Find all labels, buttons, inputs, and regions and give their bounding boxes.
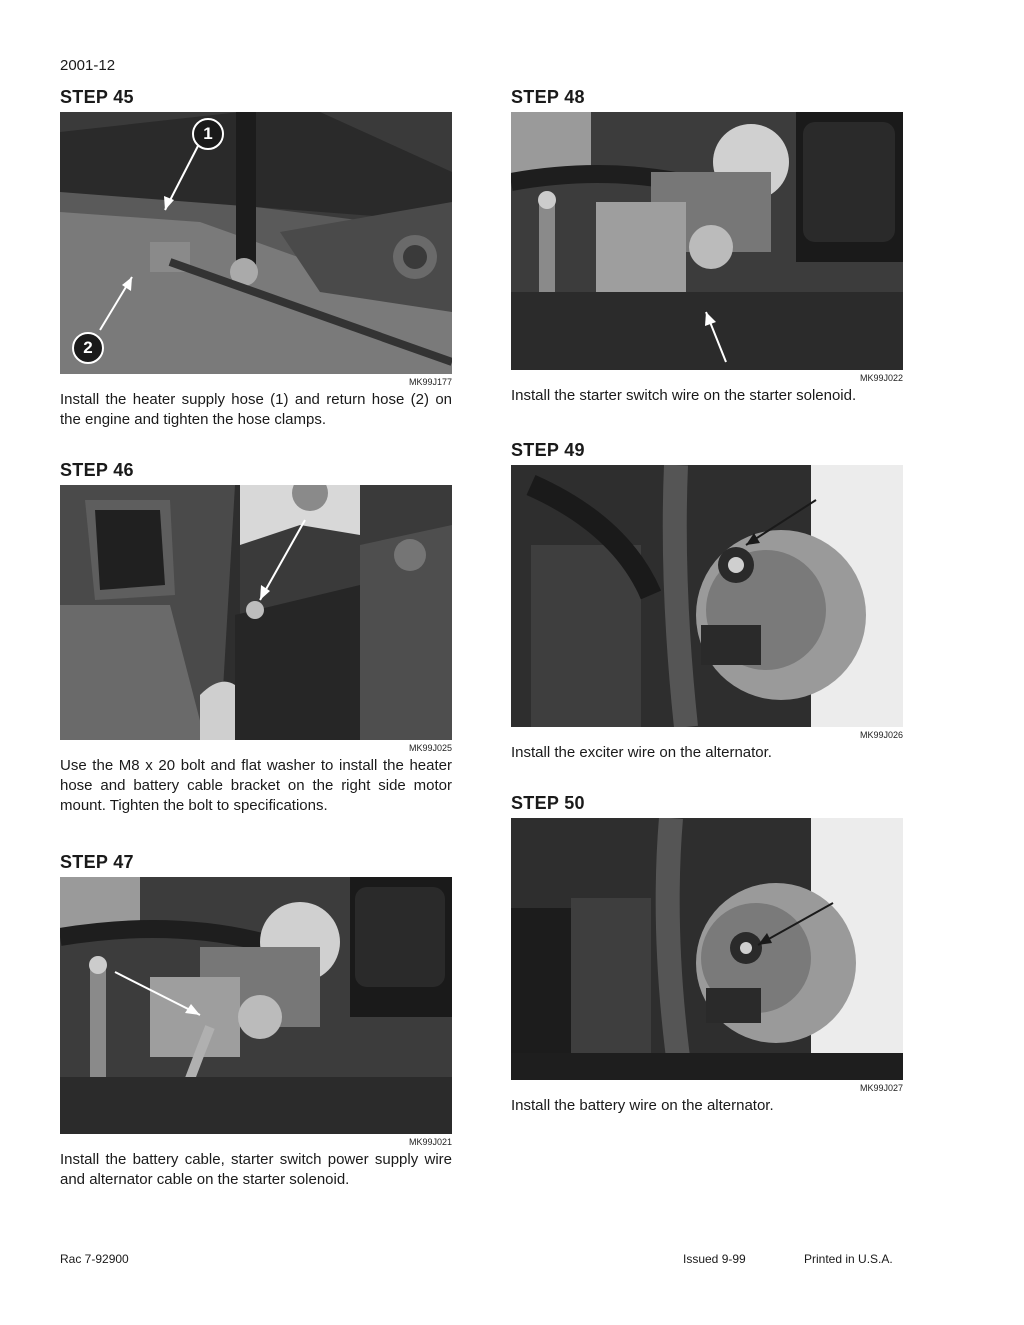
step-heading: STEP 45 xyxy=(60,87,134,107)
step-caption: Install the battery wire on the alternator. xyxy=(511,1097,774,1114)
page-number: 2001-12 xyxy=(60,57,116,74)
photo-code: MK99J177 xyxy=(408,377,452,387)
photo-code: MK99J022 xyxy=(859,373,903,383)
step-49 xyxy=(511,439,903,763)
photo-starter-solenoid xyxy=(60,877,452,1134)
step-heading: STEP 49 xyxy=(511,440,585,460)
footer-doc-ref: Rac 7-92900 xyxy=(60,1252,129,1266)
step-heading: STEP 47 xyxy=(60,852,134,872)
step-caption: Use the M8 x 20 bolt and flat washer to install the heater hose and battery cable bracket on the right side motor mount. Tighten the bolt to specifications. xyxy=(60,757,452,814)
callout-1: 1 xyxy=(192,118,224,150)
photo-code: MK99J021 xyxy=(408,1137,452,1147)
step-48 xyxy=(511,86,903,406)
step-45 xyxy=(60,86,452,430)
step-caption: Install the exciter wire on the alternator. xyxy=(511,744,772,761)
step-heading: STEP 50 xyxy=(511,793,585,813)
step-heading: STEP 48 xyxy=(511,87,585,107)
photo-starter-switch-wire xyxy=(511,112,903,370)
step-caption: Install the battery cable, starter switch power supply wire and alternator cable on the starter solenoid. xyxy=(60,1151,452,1188)
photo-battery-wire xyxy=(511,818,903,1080)
footer-printed: Printed in U.S.A. xyxy=(804,1252,893,1266)
step-46 xyxy=(60,459,452,816)
step-heading: STEP 46 xyxy=(60,460,134,480)
photo-heater-hoses xyxy=(60,112,452,374)
step-50 xyxy=(511,792,903,1116)
photo-bracket-bolt xyxy=(60,485,452,740)
photo-code: MK99J026 xyxy=(859,730,903,740)
step-47 xyxy=(60,851,452,1190)
step-caption: Install the starter switch wire on the starter solenoid. xyxy=(511,387,857,404)
step-caption: Install the heater supply hose (1) and return hose (2) on the engine and tighten the hose clamps. xyxy=(60,391,452,428)
callout-2: 2 xyxy=(72,332,104,364)
photo-exciter-wire xyxy=(511,465,903,727)
footer-issued: Issued 9-99 xyxy=(683,1252,746,1266)
photo-code: MK99J025 xyxy=(408,743,452,753)
photo-code: MK99J027 xyxy=(859,1083,903,1093)
